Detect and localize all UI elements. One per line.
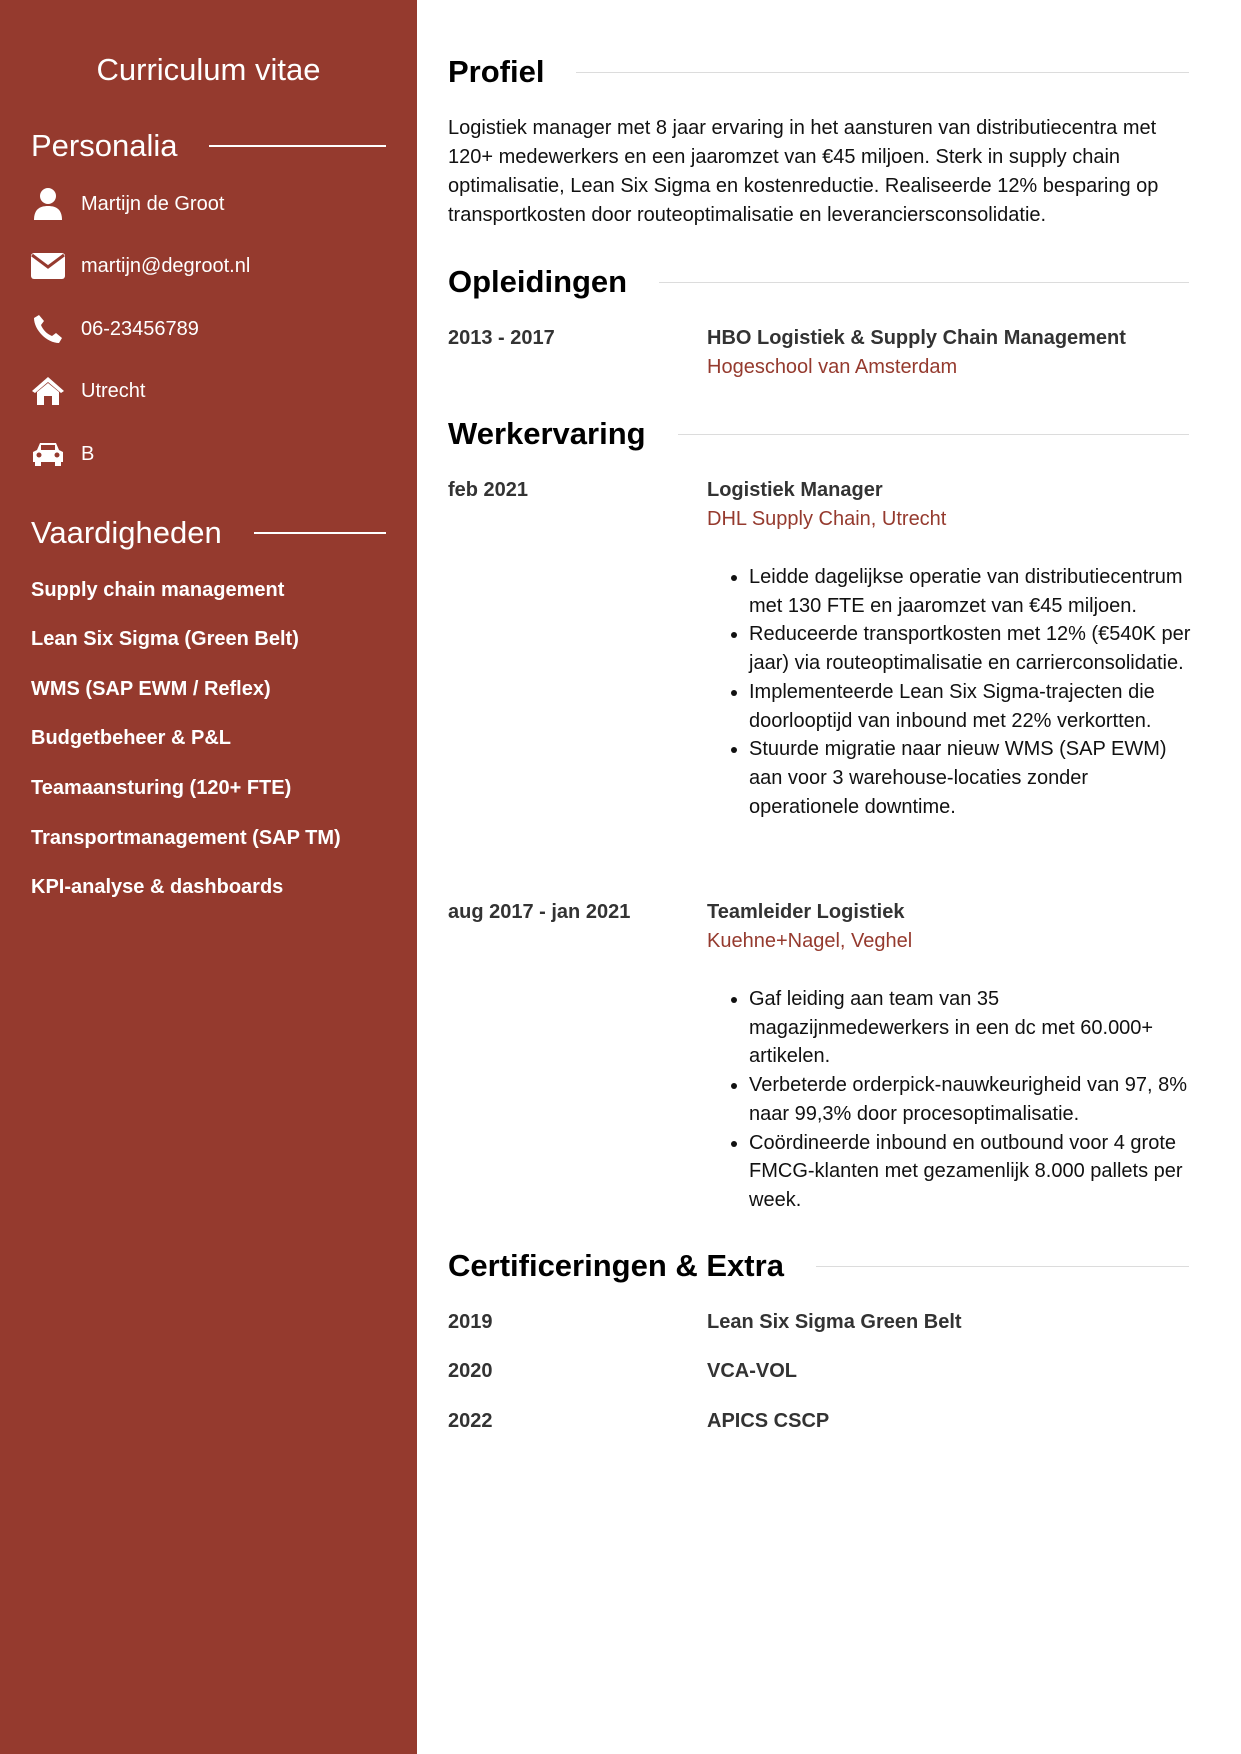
list-item: • Coördineerde inbound en outbound voor 4 grote FMCG-klanten met gezamenlijk 8.000 pallets per week.: [749, 1129, 1191, 1215]
skill-item: Transportmanagement (SAP TM): [31, 827, 341, 849]
profile-heading-label: Profiel: [448, 54, 545, 89]
certs-heading: [448, 1246, 1189, 1286]
job-title: Logistiek Manager: [707, 479, 883, 501]
personalia-heading: [31, 126, 386, 166]
heading-divider: [209, 145, 386, 147]
car-icon: [31, 437, 65, 471]
contact-license: [31, 434, 94, 474]
sidebar: [0, 0, 417, 1754]
cert-year: 2022: [448, 1410, 493, 1432]
education-school: Hogeschool van Amsterdam: [707, 356, 958, 378]
heading-divider: [254, 532, 386, 534]
contact-phone-text[interactable]: 06-23456789: [81, 317, 199, 340]
contact-name: [31, 184, 224, 224]
cv-title: Curriculum vitae: [96, 52, 321, 87]
home-icon: [31, 374, 65, 408]
skills-heading: [31, 513, 386, 553]
contact-name-text: Martijn de Groot: [81, 192, 225, 215]
heading-divider: [816, 1266, 1189, 1267]
contact-city-text: Utrecht: [81, 379, 146, 402]
contact-license-text: B: [81, 442, 95, 465]
contact-city: [31, 371, 145, 411]
heading-divider: [678, 434, 1189, 435]
list-item: • Reduceerde transportkosten met 12% (€540K per jaar) via routeoptimalisatie en carrierconsolidatie.: [749, 620, 1191, 677]
education-heading-label: Opleidingen: [448, 264, 628, 299]
list-item: • Implementeerde Lean Six Sigma-trajecten die doorlooptijd van inbound met 22% verkortten.: [749, 678, 1191, 735]
cert-year: 2019: [448, 1311, 493, 1333]
heading-divider: [576, 72, 1189, 73]
cert-year: 2020: [448, 1360, 493, 1382]
profile-heading: [448, 52, 1189, 92]
list-item: • Gaf leiding aan team van 35 magazijnmedewerkers in een dc met 60.000+ artikelen.: [749, 985, 1191, 1071]
job-title: Teamleider Logistiek: [707, 901, 905, 923]
phone-icon: [31, 312, 65, 346]
education-title: HBO Logistiek & Supply Chain Management: [707, 327, 1126, 349]
cert-content: [707, 1308, 1191, 1337]
education-content: [707, 324, 1191, 382]
cert-title: VCA-VOL: [707, 1360, 797, 1382]
skill-item: Budgetbeheer & P&L: [31, 727, 232, 749]
skill-item: Teamaansturing (120+ FTE): [31, 777, 292, 799]
cert-title: APICS CSCP: [707, 1410, 830, 1432]
contact-phone: [31, 309, 199, 349]
list-item: • Leidde dagelijkse operatie van distributiecentrum met 130 FTE en jaaromzet van €45 miljoen.: [749, 563, 1191, 620]
cert-content: [707, 1357, 1191, 1386]
skill-item: Lean Six Sigma (Green Belt): [31, 628, 299, 650]
user-icon: [31, 187, 65, 221]
experience-content: [707, 898, 1191, 1215]
experience-heading-label: Werkervaring: [448, 416, 646, 451]
experience-heading: [448, 414, 1189, 454]
education-date: 2013 - 2017: [448, 327, 555, 349]
skill-item: WMS (SAP EWM / Reflex): [31, 678, 271, 700]
experience-content: [707, 476, 1191, 821]
list-item: • Stuurde migratie naar nieuw WMS (SAP EWM) aan voor 3 warehouse-locaties zonder operationele downtime.: [749, 735, 1191, 821]
experience-date: feb 2021: [448, 479, 529, 501]
education-heading: [448, 262, 1189, 302]
heading-divider: [659, 282, 1189, 283]
profile-text: Logistiek manager met 8 jaar ervaring in het aansturen van distributiecentra met 120+ medewerkers en een jaaromzet van €45 miljoen. Sterk in supply chain optimalisatie, Lean Six Sigma en kostenreductie. Realiseerde 12% besparing op transportkosten door routeoptimalisatie en leveranciersconsolidatie.: [448, 117, 1159, 226]
job-bullets: [707, 563, 1191, 821]
skills-heading-label: Vaardigheden: [31, 515, 222, 550]
cert-content: [707, 1407, 1191, 1436]
envelope-icon: [31, 249, 65, 283]
experience-date: aug 2017 - jan 2021: [448, 901, 631, 923]
cert-title: Lean Six Sigma Green Belt: [707, 1311, 962, 1333]
job-employer: Kuehne+Nagel, Veghel: [707, 930, 913, 952]
personalia-heading-label: Personalia: [31, 128, 178, 163]
certs-heading-label: Certificeringen & Extra: [448, 1248, 784, 1283]
job-employer: DHL Supply Chain, Utrecht: [707, 508, 947, 530]
list-item: • Verbeterde orderpick-nauwkeurigheid van 97, 8% naar 99,3% door procesoptimalisatie.: [749, 1071, 1191, 1128]
skill-item: KPI-analyse & dashboards: [31, 876, 284, 898]
contact-email-text[interactable]: martijn@degroot.nl: [81, 254, 251, 277]
job-bullets: [707, 985, 1191, 1215]
contact-email: [31, 246, 250, 286]
skill-item: Supply chain management: [31, 579, 285, 601]
